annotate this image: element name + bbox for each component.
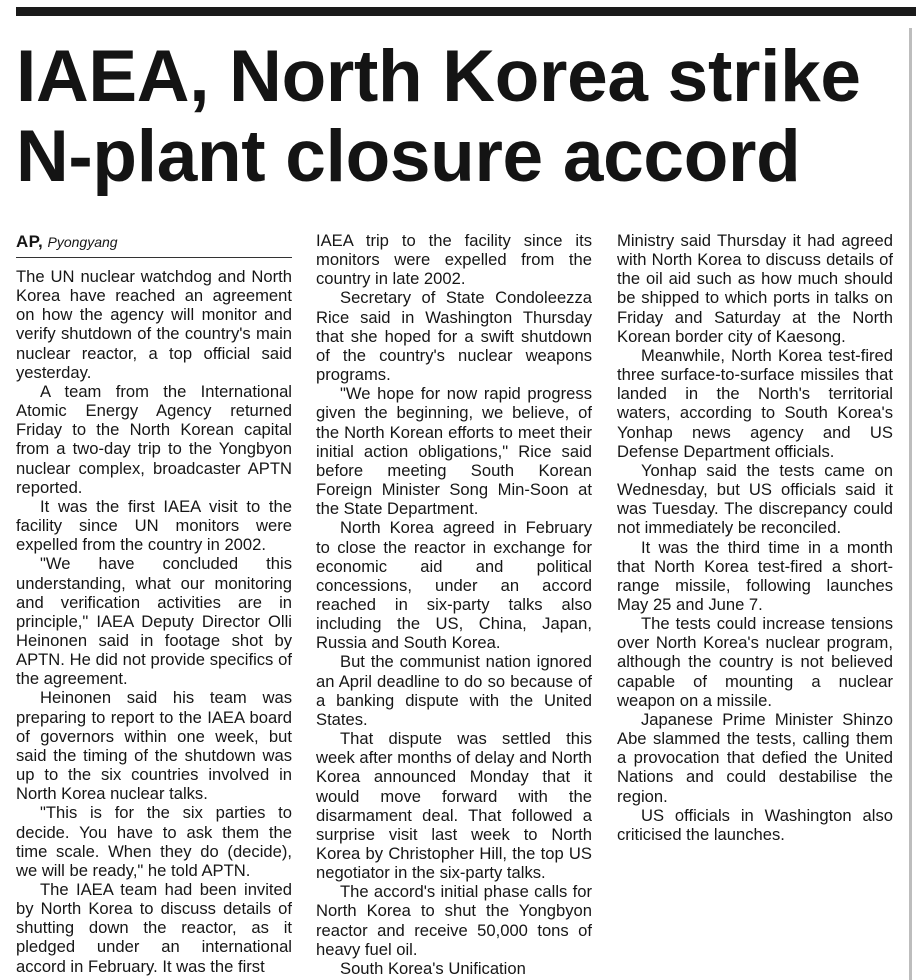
- headline: [16, 37, 908, 197]
- paragraph: "We have concluded this understanding, what our monitoring and verification activities are in principle," IAEA Deputy Director Olli Heinonen said in footage shot by APTN. He did not provide specifics of the agreement.: [16, 554, 292, 689]
- paragraph: The accord's initial phase calls for North Korea to shut the Yongbyon reactor and receive 50,000 tons of heavy fuel oil.: [316, 882, 592, 959]
- paragraph: US officials in Washington also criticised the launches.: [617, 805, 893, 844]
- article-column-2: [316, 231, 592, 978]
- paragraph: IAEA trip to the facility since its monitors were expelled from the country in late 2002.: [316, 231, 592, 289]
- byline: [16, 231, 292, 258]
- paragraph: Yonhap said the tests came on Wednesday, but US officials said it was Tuesday. The discrepancy could not immediately be reconciled.: [617, 460, 893, 538]
- paragraph: Heinonen said his team was preparing to report to the IAEA board of governors within one week, but said the timing of the shutdown was up to the six countries involved in North Korea nuclear talks.: [16, 688, 292, 804]
- paragraph: It was the first IAEA visit to the facility since UN monitors were expelled from the country in 2002.: [16, 496, 292, 555]
- paragraph: "This is for the six parties to decide. You have to ask them the time scale. When they do (decide), we will be ready," he told APTN.: [16, 803, 292, 880]
- paragraph: A team from the International Atomic Energy Agency returned Friday to the North Korean capital from a two-day trip to the Yongbyon nuclear complex, broadcaster APTN reported.: [16, 381, 292, 497]
- paragraph: The tests could increase tensions over North Korea's nuclear program, although the country is not believed capable of mounting a nuclear weapon on a missile.: [617, 614, 893, 710]
- paragraph: It was the third time in a month that North Korea test-fired a short-range missile, following launches May 25 and June 7.: [617, 537, 893, 614]
- paragraph: Meanwhile, North Korea test-fired three surface-to-surface missiles that landed in the North's territorial waters, according to South Korea's Yonhap news agency and US Defense Department officials.: [617, 345, 893, 461]
- headline-line-2: N-plant closure accord: [16, 116, 801, 197]
- page-edge-rule: [909, 28, 912, 980]
- article-column-1: [16, 231, 292, 976]
- paragraph: Japanese Prime Minister Shinzo Abe slammed the tests, calling them a provocation that defied the United Nations and could destabilise the region.: [617, 709, 893, 806]
- top-rule: [16, 7, 916, 16]
- paragraph: That dispute was settled this week after months of delay and North Korea announced Monday that it would move forward with the disarmament deal. That followed a surprise visit last week to North Korea by Christopher Hill, the top US negotiator in the six-party talks.: [316, 729, 592, 883]
- byline-location: Pyongyang: [47, 234, 118, 250]
- paragraph: "We hope for now rapid progress given the beginning, we believe, of the North Korean efforts to meet their initial action obligations," Rice said before meeting South Korean Foreign Minister Song Min-Soon at the State Department.: [316, 384, 592, 519]
- paragraph: North Korea agreed in February to close the reactor in exchange for economic aid and political concessions, under an accord reached in six-party talks also including the US, China, Japan, Russia and South Korea.: [316, 518, 592, 653]
- article-column-3: [617, 231, 893, 844]
- paragraph: But the communist nation ignored an April deadline to do so because of a banking dispute with the United States.: [316, 652, 592, 729]
- paragraph: Secretary of State Condoleezza Rice said in Washington Thursday that she hoped for a swift shutdown of the country's nuclear weapons programs.: [316, 288, 592, 385]
- byline-agency: AP,: [16, 232, 44, 251]
- headline-line-1: IAEA, North Korea strike: [16, 36, 861, 117]
- paragraph: The IAEA team had been invited by North Korea to discuss details of shutting down the reactor, as it pledged under an international accord in February. It was the first: [16, 880, 292, 976]
- paragraph: The UN nuclear watchdog and North Korea have reached an agreement on how the agency will monitor and verify shutdown of the country's main nuclear reactor, a top official said yesterday.: [16, 267, 292, 382]
- paragraph: Ministry said Thursday it had agreed with North Korea to discuss details of the oil aid such as how much should be shipped to which ports in talks on Friday and Saturday at the North Korean border city of Kaesong.: [617, 231, 893, 346]
- paragraph: South Korea's Unification: [340, 958, 526, 978]
